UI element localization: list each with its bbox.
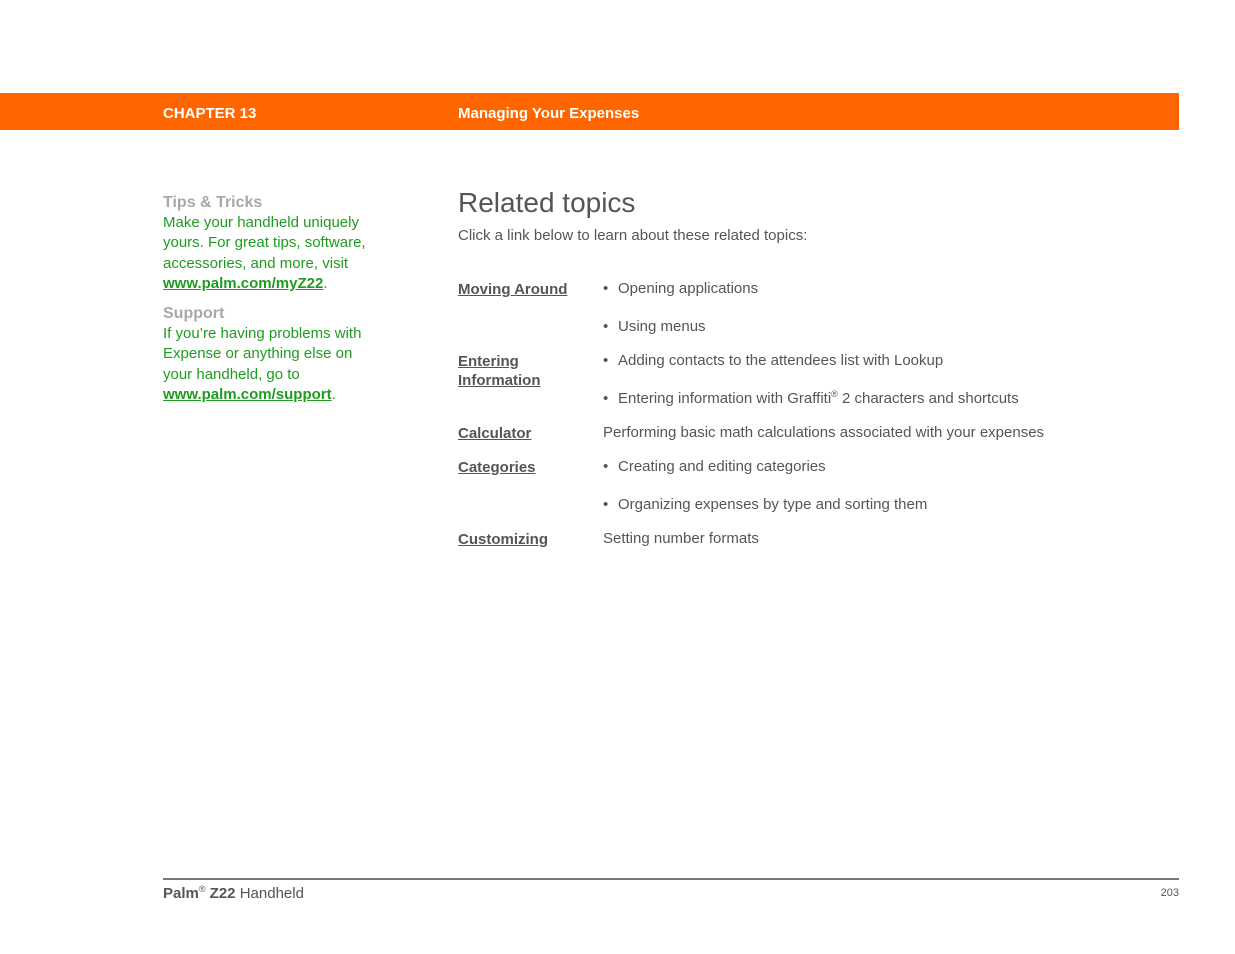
topic-item: Setting number formats xyxy=(603,530,759,547)
sidebar xyxy=(163,193,383,405)
main-content xyxy=(458,185,1158,548)
footer-product-name: Handheld xyxy=(239,885,304,902)
bullet: • xyxy=(603,352,609,369)
bullet: • xyxy=(603,496,609,513)
tips-body: Make your handheld uniquely yours. For great tips, software, accessories, and more, visit xyxy=(163,214,366,272)
chapter-title: Managing Your Expenses xyxy=(458,105,640,122)
tips-text xyxy=(163,213,383,294)
page-number: 203 xyxy=(1160,887,1179,899)
support-link[interactable]: www.palm.com/support xyxy=(163,386,332,404)
page-title: Related topics xyxy=(458,187,636,218)
registered-mark: ® xyxy=(831,389,838,399)
tips-heading: Tips & Tricks xyxy=(163,194,263,211)
intro-text: Click a link below to learn about these related topics: xyxy=(458,227,808,244)
bullet: • xyxy=(603,318,609,335)
topic-item: Performing basic math calculations associated with your expenses xyxy=(603,424,1045,441)
support-body: If you’re having problems with Expense or anything else on your handheld, go to xyxy=(163,325,362,383)
bullet: • xyxy=(603,280,609,297)
footer-registered: ® xyxy=(198,884,206,894)
topic-item: • Adding contacts to the attendees list with Lookup xyxy=(603,352,944,369)
topic-item: • Entering information with Graffiti® 2 characters and shortcuts xyxy=(603,389,1019,407)
support-heading: Support xyxy=(163,305,225,323)
topic-link-entering-information[interactable]: Entering Information xyxy=(458,353,541,389)
topic-item: • Opening applications xyxy=(603,280,759,297)
topic-item: • Creating and editing categories xyxy=(603,458,826,475)
footer-product xyxy=(163,884,304,902)
topic-link-categories[interactable]: Categories xyxy=(458,459,536,476)
tips-link[interactable]: www.palm.com/myZ22 xyxy=(163,274,324,292)
chapter-label: CHAPTER 13 xyxy=(163,105,257,122)
bullet: • xyxy=(603,458,609,475)
tips-period: . xyxy=(323,274,328,292)
support-text xyxy=(163,324,383,405)
topic-link-customizing[interactable]: Customizing xyxy=(458,531,548,548)
support-period: . xyxy=(331,386,336,404)
topic-item: • Organizing expenses by type and sorting them xyxy=(603,496,928,513)
topic-link-moving-around[interactable]: Moving Around xyxy=(458,281,568,298)
topic-link-calculator[interactable]: Calculator xyxy=(458,425,532,442)
footer-brand: Palm xyxy=(163,885,199,902)
topic-item: • Using menus xyxy=(603,318,706,335)
footer-divider xyxy=(163,878,1179,880)
footer-model: Z22 xyxy=(209,885,236,902)
bullet: • xyxy=(603,390,609,407)
